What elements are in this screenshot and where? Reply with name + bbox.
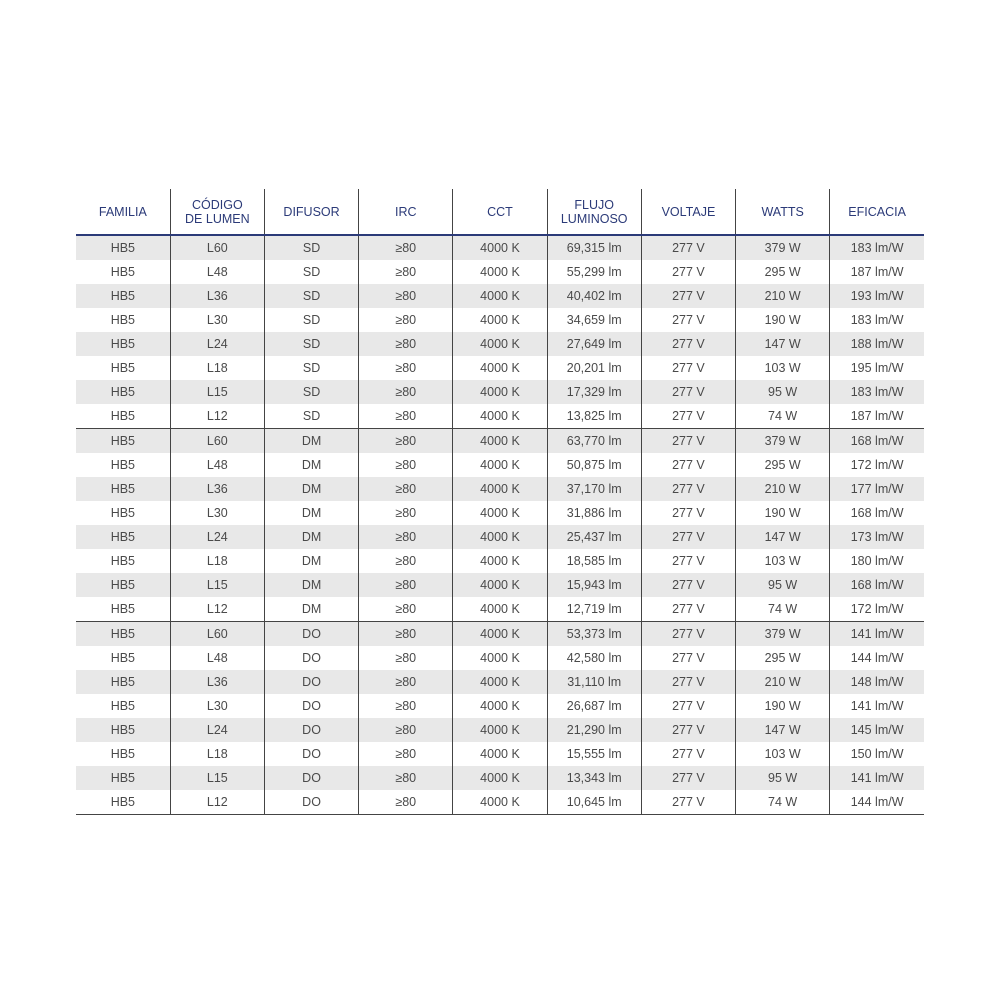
cell-voltaje: 277 V xyxy=(641,235,735,260)
cell-irc: ≥80 xyxy=(359,670,453,694)
cell-familia: HB5 xyxy=(76,790,170,815)
cell-voltaje: 277 V xyxy=(641,453,735,477)
table-row xyxy=(76,308,924,332)
cell-difusor: SD xyxy=(264,235,358,260)
table-row xyxy=(76,404,924,429)
cell-watts: 295 W xyxy=(736,453,830,477)
cell-irc: ≥80 xyxy=(359,718,453,742)
cell-irc: ≥80 xyxy=(359,525,453,549)
cell-flujo-luminoso: 50,875 lm xyxy=(547,453,641,477)
cell-irc: ≥80 xyxy=(359,573,453,597)
cell-codigo-de-lumen: L30 xyxy=(170,501,264,525)
cell-codigo-de-lumen: L18 xyxy=(170,742,264,766)
cell-eficacia: 141 lm/W xyxy=(830,622,924,647)
cell-flujo-luminoso: 13,825 lm xyxy=(547,404,641,429)
cell-voltaje: 277 V xyxy=(641,646,735,670)
cell-familia: HB5 xyxy=(76,694,170,718)
cell-familia: HB5 xyxy=(76,477,170,501)
cell-eficacia: 168 lm/W xyxy=(830,501,924,525)
cell-familia: HB5 xyxy=(76,766,170,790)
cell-difusor: SD xyxy=(264,260,358,284)
cell-familia: HB5 xyxy=(76,308,170,332)
cell-watts: 95 W xyxy=(736,573,830,597)
cell-difusor: DM xyxy=(264,597,358,622)
cell-watts: 379 W xyxy=(736,429,830,454)
cell-voltaje: 277 V xyxy=(641,501,735,525)
cell-cct: 4000 K xyxy=(453,477,547,501)
cell-familia: HB5 xyxy=(76,622,170,647)
cell-eficacia: 168 lm/W xyxy=(830,429,924,454)
cell-codigo-de-lumen: L15 xyxy=(170,766,264,790)
table-row xyxy=(76,429,924,454)
cell-difusor: DM xyxy=(264,429,358,454)
cell-cct: 4000 K xyxy=(453,308,547,332)
cell-cct: 4000 K xyxy=(453,525,547,549)
cell-difusor: DO xyxy=(264,766,358,790)
cell-flujo-luminoso: 31,110 lm xyxy=(547,670,641,694)
cell-flujo-luminoso: 26,687 lm xyxy=(547,694,641,718)
cell-eficacia: 183 lm/W xyxy=(830,380,924,404)
cell-codigo-de-lumen: L12 xyxy=(170,404,264,429)
table-row xyxy=(76,284,924,308)
table-row xyxy=(76,718,924,742)
cell-codigo-de-lumen: L48 xyxy=(170,260,264,284)
cell-cct: 4000 K xyxy=(453,380,547,404)
cell-eficacia: 183 lm/W xyxy=(830,308,924,332)
cell-eficacia: 144 lm/W xyxy=(830,646,924,670)
cell-voltaje: 277 V xyxy=(641,356,735,380)
cell-difusor: DM xyxy=(264,573,358,597)
cell-familia: HB5 xyxy=(76,332,170,356)
cell-cct: 4000 K xyxy=(453,646,547,670)
cell-watts: 210 W xyxy=(736,670,830,694)
header-familia: FAMILIA xyxy=(76,189,170,235)
cell-flujo-luminoso: 12,719 lm xyxy=(547,597,641,622)
cell-watts: 295 W xyxy=(736,646,830,670)
cell-watts: 210 W xyxy=(736,284,830,308)
cell-eficacia: 188 lm/W xyxy=(830,332,924,356)
cell-codigo-de-lumen: L36 xyxy=(170,477,264,501)
cell-irc: ≥80 xyxy=(359,501,453,525)
cell-cct: 4000 K xyxy=(453,766,547,790)
cell-difusor: DO xyxy=(264,670,358,694)
cell-irc: ≥80 xyxy=(359,622,453,647)
cell-irc: ≥80 xyxy=(359,694,453,718)
cell-eficacia: 141 lm/W xyxy=(830,694,924,718)
header-watts: WATTS xyxy=(736,189,830,235)
cell-voltaje: 277 V xyxy=(641,694,735,718)
cell-cct: 4000 K xyxy=(453,694,547,718)
cell-eficacia: 183 lm/W xyxy=(830,235,924,260)
cell-codigo-de-lumen: L36 xyxy=(170,670,264,694)
cell-voltaje: 277 V xyxy=(641,260,735,284)
cell-eficacia: 148 lm/W xyxy=(830,670,924,694)
header-voltaje: VOLTAJE xyxy=(641,189,735,235)
cell-flujo-luminoso: 37,170 lm xyxy=(547,477,641,501)
cell-flujo-luminoso: 53,373 lm xyxy=(547,622,641,647)
cell-cct: 4000 K xyxy=(453,235,547,260)
cell-watts: 147 W xyxy=(736,332,830,356)
cell-watts: 379 W xyxy=(736,622,830,647)
cell-difusor: DM xyxy=(264,525,358,549)
cell-codigo-de-lumen: L12 xyxy=(170,597,264,622)
cell-watts: 103 W xyxy=(736,356,830,380)
specifications-table xyxy=(76,189,924,815)
cell-flujo-luminoso: 40,402 lm xyxy=(547,284,641,308)
cell-cct: 4000 K xyxy=(453,670,547,694)
cell-difusor: SD xyxy=(264,404,358,429)
cell-watts: 379 W xyxy=(736,235,830,260)
cell-watts: 103 W xyxy=(736,742,830,766)
cell-difusor: DM xyxy=(264,453,358,477)
cell-cct: 4000 K xyxy=(453,573,547,597)
cell-flujo-luminoso: 31,886 lm xyxy=(547,501,641,525)
cell-voltaje: 277 V xyxy=(641,284,735,308)
cell-eficacia: 193 lm/W xyxy=(830,284,924,308)
cell-codigo-de-lumen: L12 xyxy=(170,790,264,815)
cell-flujo-luminoso: 21,290 lm xyxy=(547,718,641,742)
cell-difusor: DO xyxy=(264,742,358,766)
cell-cct: 4000 K xyxy=(453,622,547,647)
header-eficacia: EFICACIA xyxy=(830,189,924,235)
cell-familia: HB5 xyxy=(76,646,170,670)
cell-irc: ≥80 xyxy=(359,235,453,260)
table-row xyxy=(76,622,924,647)
cell-watts: 95 W xyxy=(736,766,830,790)
cell-voltaje: 277 V xyxy=(641,308,735,332)
cell-flujo-luminoso: 15,943 lm xyxy=(547,573,641,597)
cell-flujo-luminoso: 34,659 lm xyxy=(547,308,641,332)
table-row xyxy=(76,549,924,573)
table-row xyxy=(76,332,924,356)
cell-voltaje: 277 V xyxy=(641,549,735,573)
table-row xyxy=(76,694,924,718)
cell-irc: ≥80 xyxy=(359,453,453,477)
cell-irc: ≥80 xyxy=(359,332,453,356)
cell-irc: ≥80 xyxy=(359,549,453,573)
cell-familia: HB5 xyxy=(76,501,170,525)
table-row xyxy=(76,573,924,597)
cell-watts: 103 W xyxy=(736,549,830,573)
cell-difusor: DO xyxy=(264,718,358,742)
cell-familia: HB5 xyxy=(76,356,170,380)
cell-codigo-de-lumen: L15 xyxy=(170,573,264,597)
cell-cct: 4000 K xyxy=(453,260,547,284)
cell-watts: 74 W xyxy=(736,597,830,622)
cell-irc: ≥80 xyxy=(359,380,453,404)
cell-eficacia: 177 lm/W xyxy=(830,477,924,501)
cell-irc: ≥80 xyxy=(359,477,453,501)
cell-flujo-luminoso: 20,201 lm xyxy=(547,356,641,380)
cell-difusor: DO xyxy=(264,694,358,718)
cell-irc: ≥80 xyxy=(359,308,453,332)
cell-difusor: SD xyxy=(264,308,358,332)
cell-watts: 147 W xyxy=(736,718,830,742)
cell-eficacia: 172 lm/W xyxy=(830,453,924,477)
cell-flujo-luminoso: 42,580 lm xyxy=(547,646,641,670)
cell-irc: ≥80 xyxy=(359,646,453,670)
cell-eficacia: 180 lm/W xyxy=(830,549,924,573)
cell-eficacia: 187 lm/W xyxy=(830,260,924,284)
cell-voltaje: 277 V xyxy=(641,404,735,429)
cell-difusor: DO xyxy=(264,790,358,815)
cell-voltaje: 277 V xyxy=(641,790,735,815)
cell-familia: HB5 xyxy=(76,718,170,742)
cell-cct: 4000 K xyxy=(453,429,547,454)
cell-familia: HB5 xyxy=(76,404,170,429)
cell-codigo-de-lumen: L15 xyxy=(170,380,264,404)
cell-voltaje: 277 V xyxy=(641,332,735,356)
table-row xyxy=(76,670,924,694)
header-codigo-de-lumen: CÓDIGO DE LUMEN xyxy=(170,189,264,235)
cell-irc: ≥80 xyxy=(359,404,453,429)
cell-difusor: SD xyxy=(264,284,358,308)
cell-cct: 4000 K xyxy=(453,790,547,815)
header-row xyxy=(76,189,924,235)
table-body xyxy=(76,235,924,815)
cell-eficacia: 187 lm/W xyxy=(830,404,924,429)
cell-watts: 190 W xyxy=(736,308,830,332)
cell-watts: 74 W xyxy=(736,404,830,429)
cell-difusor: DM xyxy=(264,501,358,525)
cell-codigo-de-lumen: L30 xyxy=(170,694,264,718)
cell-difusor: SD xyxy=(264,356,358,380)
cell-flujo-luminoso: 63,770 lm xyxy=(547,429,641,454)
cell-eficacia: 173 lm/W xyxy=(830,525,924,549)
cell-voltaje: 277 V xyxy=(641,597,735,622)
cell-familia: HB5 xyxy=(76,284,170,308)
cell-familia: HB5 xyxy=(76,549,170,573)
cell-codigo-de-lumen: L18 xyxy=(170,549,264,573)
cell-codigo-de-lumen: L48 xyxy=(170,646,264,670)
table-row xyxy=(76,742,924,766)
cell-watts: 190 W xyxy=(736,694,830,718)
cell-flujo-luminoso: 18,585 lm xyxy=(547,549,641,573)
cell-flujo-luminoso: 27,649 lm xyxy=(547,332,641,356)
table-row xyxy=(76,235,924,260)
cell-voltaje: 277 V xyxy=(641,622,735,647)
cell-eficacia: 144 lm/W xyxy=(830,790,924,815)
table-row xyxy=(76,356,924,380)
cell-voltaje: 277 V xyxy=(641,380,735,404)
table-row xyxy=(76,501,924,525)
table-row xyxy=(76,646,924,670)
cell-difusor: DO xyxy=(264,622,358,647)
cell-voltaje: 277 V xyxy=(641,718,735,742)
cell-eficacia: 195 lm/W xyxy=(830,356,924,380)
cell-codigo-de-lumen: L24 xyxy=(170,525,264,549)
cell-familia: HB5 xyxy=(76,429,170,454)
cell-irc: ≥80 xyxy=(359,742,453,766)
cell-familia: HB5 xyxy=(76,525,170,549)
cell-watts: 95 W xyxy=(736,380,830,404)
cell-familia: HB5 xyxy=(76,380,170,404)
table-row xyxy=(76,525,924,549)
cell-codigo-de-lumen: L24 xyxy=(170,332,264,356)
cell-codigo-de-lumen: L18 xyxy=(170,356,264,380)
cell-eficacia: 150 lm/W xyxy=(830,742,924,766)
table-row xyxy=(76,380,924,404)
cell-familia: HB5 xyxy=(76,670,170,694)
cell-cct: 4000 K xyxy=(453,742,547,766)
cell-irc: ≥80 xyxy=(359,356,453,380)
cell-irc: ≥80 xyxy=(359,790,453,815)
cell-codigo-de-lumen: L30 xyxy=(170,308,264,332)
cell-familia: HB5 xyxy=(76,597,170,622)
cell-watts: 147 W xyxy=(736,525,830,549)
cell-codigo-de-lumen: L60 xyxy=(170,622,264,647)
cell-difusor: DM xyxy=(264,549,358,573)
cell-watts: 74 W xyxy=(736,790,830,815)
cell-flujo-luminoso: 10,645 lm xyxy=(547,790,641,815)
cell-codigo-de-lumen: L60 xyxy=(170,429,264,454)
table-row xyxy=(76,453,924,477)
table-row xyxy=(76,260,924,284)
table-row xyxy=(76,477,924,501)
cell-flujo-luminoso: 15,555 lm xyxy=(547,742,641,766)
cell-cct: 4000 K xyxy=(453,284,547,308)
cell-cct: 4000 K xyxy=(453,597,547,622)
cell-voltaje: 277 V xyxy=(641,670,735,694)
cell-cct: 4000 K xyxy=(453,404,547,429)
header-irc: IRC xyxy=(359,189,453,235)
cell-voltaje: 277 V xyxy=(641,573,735,597)
cell-codigo-de-lumen: L48 xyxy=(170,453,264,477)
cell-watts: 295 W xyxy=(736,260,830,284)
cell-flujo-luminoso: 17,329 lm xyxy=(547,380,641,404)
cell-codigo-de-lumen: L24 xyxy=(170,718,264,742)
cell-codigo-de-lumen: L36 xyxy=(170,284,264,308)
cell-irc: ≥80 xyxy=(359,429,453,454)
cell-irc: ≥80 xyxy=(359,284,453,308)
cell-flujo-luminoso: 55,299 lm xyxy=(547,260,641,284)
cell-difusor: SD xyxy=(264,332,358,356)
header-cct: CCT xyxy=(453,189,547,235)
cell-voltaje: 277 V xyxy=(641,477,735,501)
cell-difusor: DM xyxy=(264,477,358,501)
table-row xyxy=(76,766,924,790)
table-row xyxy=(76,790,924,815)
cell-voltaje: 277 V xyxy=(641,429,735,454)
cell-irc: ≥80 xyxy=(359,766,453,790)
cell-familia: HB5 xyxy=(76,235,170,260)
cell-watts: 210 W xyxy=(736,477,830,501)
header-flujo-luminoso: FLUJO LUMINOSO xyxy=(547,189,641,235)
cell-eficacia: 168 lm/W xyxy=(830,573,924,597)
cell-cct: 4000 K xyxy=(453,718,547,742)
cell-cct: 4000 K xyxy=(453,453,547,477)
cell-watts: 190 W xyxy=(736,501,830,525)
cell-flujo-luminoso: 69,315 lm xyxy=(547,235,641,260)
cell-cct: 4000 K xyxy=(453,332,547,356)
cell-familia: HB5 xyxy=(76,453,170,477)
cell-flujo-luminoso: 13,343 lm xyxy=(547,766,641,790)
cell-irc: ≥80 xyxy=(359,597,453,622)
cell-difusor: DO xyxy=(264,646,358,670)
cell-codigo-de-lumen: L60 xyxy=(170,235,264,260)
cell-eficacia: 145 lm/W xyxy=(830,718,924,742)
cell-eficacia: 172 lm/W xyxy=(830,597,924,622)
cell-cct: 4000 K xyxy=(453,549,547,573)
cell-voltaje: 277 V xyxy=(641,525,735,549)
cell-voltaje: 277 V xyxy=(641,742,735,766)
table-header xyxy=(76,189,924,235)
cell-familia: HB5 xyxy=(76,742,170,766)
cell-difusor: SD xyxy=(264,380,358,404)
cell-familia: HB5 xyxy=(76,260,170,284)
cell-familia: HB5 xyxy=(76,573,170,597)
cell-irc: ≥80 xyxy=(359,260,453,284)
table-row xyxy=(76,597,924,622)
header-difusor: DIFUSOR xyxy=(264,189,358,235)
cell-flujo-luminoso: 25,437 lm xyxy=(547,525,641,549)
cell-voltaje: 277 V xyxy=(641,766,735,790)
cell-cct: 4000 K xyxy=(453,501,547,525)
cell-eficacia: 141 lm/W xyxy=(830,766,924,790)
cell-cct: 4000 K xyxy=(453,356,547,380)
